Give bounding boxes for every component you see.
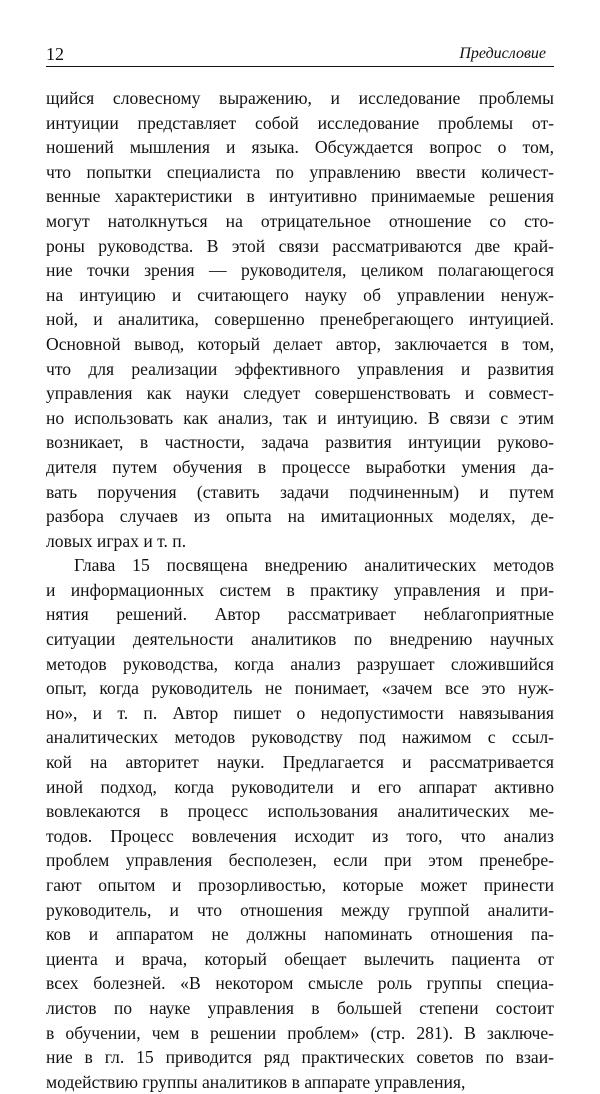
- text-line: вать поручения (ставить задачи подчиненным) и путем: [46, 481, 554, 502]
- running-title: Предисловие: [459, 45, 546, 62]
- text-line: в обучении, чем в решении проблем» (стр. 281). В заключе-: [46, 1022, 554, 1043]
- text-line: листов по науке управления в большей степени состоит: [46, 997, 554, 1018]
- text-line: на интуицию и считающего науку об управлении ненуж-: [46, 284, 554, 305]
- text-line: дителя путем обучения в процессе выработки умения да-: [46, 456, 554, 477]
- text-line: могут натолкнуться на отрицательное отношение со сто-: [46, 210, 554, 231]
- text-line: кой на авторитет науки. Предлагается и рассматривается: [46, 752, 554, 773]
- text-line: опыт, когда руководитель не понимает, «зачем все это нуж-: [46, 678, 554, 699]
- text-line: ние точки зрения — руководителя, целиком полагающегося: [46, 260, 554, 281]
- text-line: но», и т. п. Автор пишет о недопустимости навязывания: [46, 702, 554, 723]
- text-line: всех болезней. «В некотором смысле роль группы специа-: [46, 973, 554, 994]
- text-line: тодов. Процесс вовлечения исходит из того, что анализ: [46, 825, 554, 846]
- text-line: методов руководства, когда анализ разрушает сложившийся: [46, 653, 554, 674]
- text-line: что для реализации эффективного управления и развития: [46, 358, 554, 379]
- text-line: нятия решений. Автор рассматривает неблагоприятные: [46, 604, 554, 625]
- text-line: проблем управления бесполезен, если при этом пренебре-: [46, 850, 554, 871]
- paragraph: [46, 86, 554, 553]
- paragraph: [46, 553, 554, 1094]
- text-line: щийся словесному выражению, и исследование проблемы: [46, 88, 554, 108]
- text-line: ловых играх и т. п.: [46, 530, 187, 551]
- page-number: 12: [46, 44, 64, 64]
- text-line: управления как науки следует совершенствовать и совмест-: [46, 383, 554, 404]
- text-line: иной подход, когда руководители и его аппарат активно: [46, 776, 554, 797]
- body-text: [46, 86, 554, 1094]
- text-line: гают опытом и прозорливостью, которые может принести: [46, 875, 554, 895]
- text-line: интуиции представляет собой исследование проблемы от-: [46, 112, 554, 133]
- text-line: ношений мышления и языка. Обсуждается вопрос о том,: [46, 137, 554, 158]
- text-line: ситуации деятельности аналитиков по внедрению научных: [46, 629, 554, 650]
- text-line: разбора случаев из опыта на имитационных моделях, де-: [46, 506, 554, 527]
- text-line: роны руководства. В этой связи рассматриваются две край-: [46, 235, 554, 256]
- text-line: руководитель, и что отношения между группой аналити-: [46, 899, 554, 920]
- text-line: венные характеристики в интуитивно принимаемые решения: [46, 186, 554, 207]
- text-line: но использовать как анализ, так и интуицию. В связи с этим: [46, 407, 554, 428]
- header-rule: [46, 66, 554, 67]
- text-line: Основной вывод, который делает автор, заключается в том,: [46, 333, 554, 354]
- text-line: Глава 15 посвящена внедрению аналитических методов: [74, 555, 554, 576]
- text-line: ков и аппаратом не должны напоминать отношения па-: [46, 924, 554, 945]
- text-line: ной, и аналитика, совершенно пренебрегающего интуицией.: [46, 309, 554, 330]
- text-line: что попытки специалиста по управлению ввести количест-: [46, 161, 554, 182]
- text-line: вовлекаются в процесс использования аналитических ме-: [46, 801, 554, 822]
- text-line: аналитических методов руководству под нажимом с ссыл-: [46, 727, 554, 748]
- text-line: циента и врача, который обещает вылечить пациента от: [46, 948, 554, 969]
- text-line: модействию группы аналитиков в аппарате управления,: [46, 1071, 466, 1092]
- text-line: возникает, в частности, задача развития интуиции руково-: [46, 432, 554, 453]
- text-line: и информационных систем в практику управления и при-: [46, 579, 554, 600]
- text-line: ние в гл. 15 приводится ряд практических советов по взаи-: [46, 1047, 554, 1068]
- page-header: [46, 40, 554, 68]
